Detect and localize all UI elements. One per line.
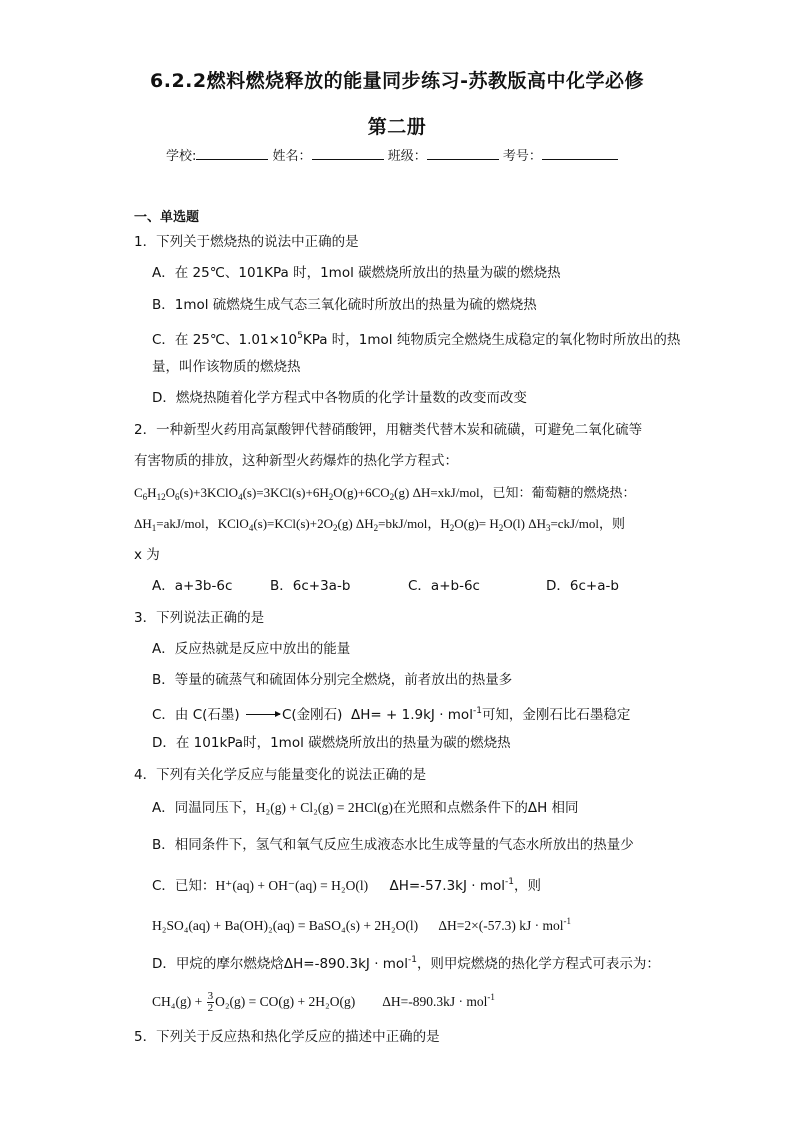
q3-option-c: C．由 C(石墨) C(金刚石) ΔH= + 1.9kJ · mol$^{-1}$可知，金刚石比石墨稳定 bbox=[152, 706, 631, 723]
q1-stem: 1．下列关于燃烧热的说法中正确的是 bbox=[134, 234, 359, 250]
exam-no-label: 考号： bbox=[502, 149, 542, 164]
q3-option-b: B．等量的硫蒸气和硫固体分别完全燃烧，前者放出的热量多 bbox=[152, 672, 513, 688]
q1-option-a: A．在 25℃、101KPa 时，1mol 碳燃烧所放出的热量为碳的燃烧热 bbox=[152, 265, 561, 281]
name-blank bbox=[312, 145, 384, 160]
school-blank bbox=[196, 145, 268, 160]
school-label: 学校: bbox=[166, 149, 197, 164]
section-heading: 一、单选题 bbox=[134, 210, 200, 225]
page-subtitle: 第二册 bbox=[367, 116, 427, 138]
q2-stem-line3: x 为 bbox=[134, 547, 160, 563]
reaction-arrow-icon bbox=[246, 714, 280, 715]
q2-option-d: D．6c+a-b bbox=[546, 578, 619, 594]
q3-option-a: A．反应热就是反应中放出的能量 bbox=[152, 641, 351, 657]
q3-stem: 3．下列说法正确的是 bbox=[134, 610, 265, 626]
q2-option-c: C．a+b-6c bbox=[408, 578, 480, 594]
exam-no-blank bbox=[542, 145, 618, 160]
q1-option-c-cont: 量，叫作该物质的燃烧热 bbox=[152, 359, 301, 375]
q4-option-d: D．甲烷的摩尔燃烧焓ΔH=-890.3kJ · mol$^{-1}$，则甲烷燃烧的热化学方程式可表示为： bbox=[152, 955, 660, 972]
q4-option-b: B．相同条件下，氢气和氧气反应生成液态水比生成等量的气态水所放出的热量少 bbox=[152, 837, 634, 853]
q1-option-d: D．燃烧热随着化学方程式中各物质的化学计量数的改变而改变 bbox=[152, 390, 527, 406]
page-title: 6.2.2燃料燃烧释放的能量同步练习-苏教版高中化学必修 bbox=[150, 70, 644, 92]
q4-option-d-equation: CH₄(g) + $\frac{3}{2}$ O₂(g) = CO(g) + 2H₂O(g) ΔH=-890.3kJ · mol$^{-1}$ bbox=[152, 990, 495, 1015]
q4-option-a: A．同温同压下，H₂(g) + Cl₂(g) = 2HCl(g)在光照和点燃条件下的ΔH 相同 bbox=[152, 800, 579, 816]
q5-stem: 5．下列关于反应热和热化学反应的描述中正确的是 bbox=[134, 1029, 440, 1045]
q1-option-b: B．1mol 硫燃烧生成气态三氧化硫时所放出的热量为硫的燃烧热 bbox=[152, 297, 537, 313]
class-label: 班级： bbox=[387, 149, 427, 164]
q2-stem-line2: 有害物质的排放，这种新型火药爆炸的热化学方程式： bbox=[134, 453, 458, 469]
student-info-row bbox=[166, 145, 618, 164]
q2-options bbox=[152, 577, 619, 595]
q4-option-c-equation: H₂SO₄(aq) + Ba(OH)₂(aq) = BaSO₄(s) + 2H₂O(l) ΔH=2×(-57.3) kJ · mol$^{-1}$ bbox=[152, 916, 571, 933]
q4-option-c: C．已知：H⁺(aq) + OH⁻(aq) = H₂O(l) ΔH=-57.3kJ · mol$^{-1}$，则 bbox=[152, 877, 541, 894]
q2-option-a: A．a+3b-6c bbox=[152, 578, 233, 594]
q2-stem-line1: 2．一种新型火药用高氯酸钾代替硝酸钾，用糖类代替木炭和硫磺，可避免二氧化硫等 bbox=[134, 422, 643, 438]
fraction: $\frac{3}{2}$ bbox=[207, 990, 214, 1015]
q4-stem: 4．下列有关化学反应与能量变化的说法正确的是 bbox=[134, 767, 427, 783]
q2-equation-2: $\Delta H_1=akJ$/mol，$KClO_4(s)=KCl(s)+2O_2(g)$ $\Delta H_2=bkJ$/mol，$H_2O(g)= H_2O(l)$ $\Delta H_3=ckJ$/mol，则 bbox=[134, 516, 625, 533]
q2-equation-1: $C_6H_{12}O_6(s)+3KClO_4(s)=3KCl(s)+6H_2O(g)+6CO_2(g)$ ΔH=xkJ/mol，已知：葡萄糖的燃烧热： bbox=[134, 485, 636, 502]
q1-option-c: C．在 25℃、$1.01\times 10^5KPa$ 时，1mol 纯物质完全燃烧生成稳定的氧化物时所放出的热 bbox=[152, 331, 681, 348]
q2-option-b: B．6c+3a-b bbox=[270, 578, 351, 594]
class-blank bbox=[427, 145, 499, 160]
q3-option-d: D．在 101kPa时，1mol 碳燃烧所放出的热量为碳的燃烧热 bbox=[152, 735, 511, 751]
name-label: 姓名： bbox=[272, 149, 312, 164]
